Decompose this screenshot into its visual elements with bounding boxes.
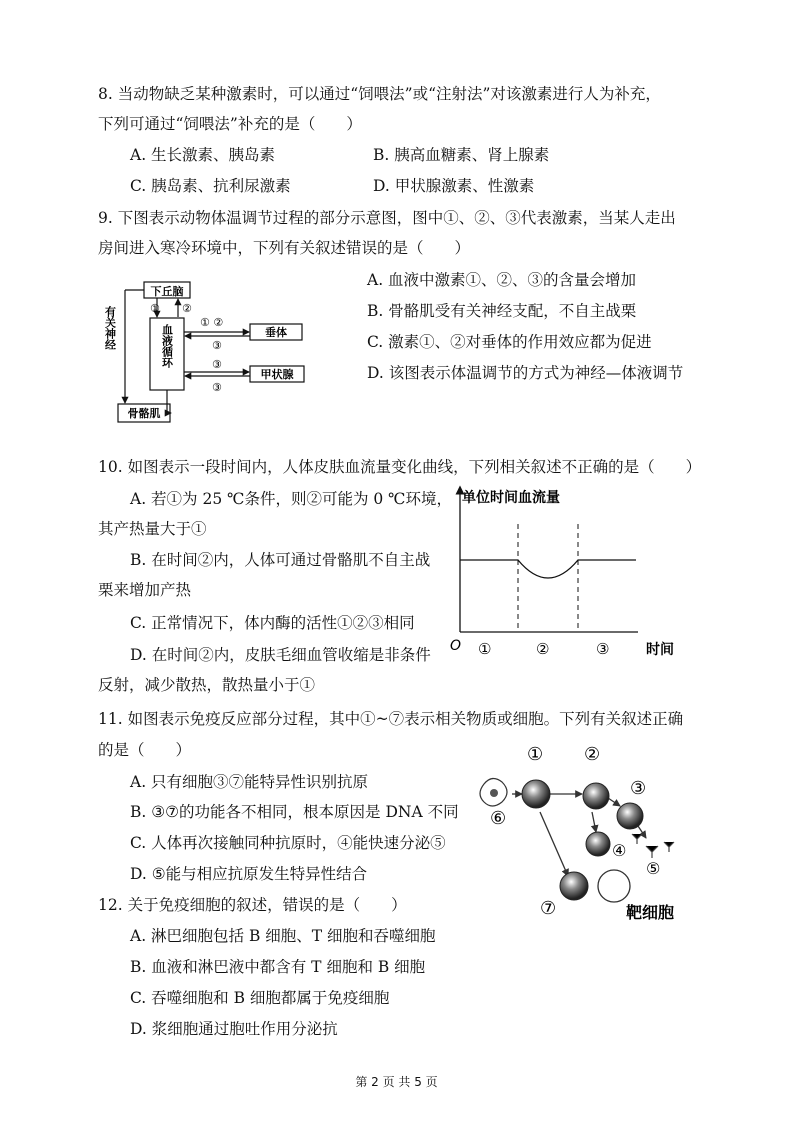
chart-xlabel: 时间	[646, 642, 674, 658]
label-hormones-1-2: ① ②	[200, 316, 224, 329]
q9-option-c: C. 激素①、②对垂体的作用效应都为促进	[367, 333, 652, 351]
chart-origin: O	[450, 638, 462, 654]
blood-flow-curve	[460, 560, 636, 578]
page-footer: 第 2 页 共 5 页	[355, 1075, 438, 1089]
target-cell-label: 靶细胞	[626, 903, 675, 922]
cell-3-label: ③	[630, 778, 647, 799]
q12-option-c: C. 吞噬细胞和 B 细胞都属于免疫细胞	[130, 989, 390, 1007]
label-hormone-3-lower: ③	[212, 381, 222, 394]
q10-stem: 10. 如图表示一段时间内，人体皮肤血流量变化曲线，下列相关叙述不正确的是（ ）	[98, 458, 702, 476]
q12-option-a: A. 淋巴细胞包括 B 细胞、T 细胞和吞噬细胞	[130, 927, 436, 945]
label-muscle: 骨骼肌	[127, 407, 161, 420]
antibody-5	[632, 834, 674, 858]
target-cell	[598, 870, 630, 902]
chart-ylabel: 单位时间血流量	[462, 490, 560, 506]
cell-4-label: ④	[612, 841, 627, 860]
label-hormone-3-mid: ③	[212, 358, 222, 371]
cell-3	[617, 803, 643, 829]
label-pituitary: 垂体	[265, 326, 287, 339]
cell-1	[522, 780, 550, 808]
q11-stem-line2: 的是（ ）	[98, 741, 192, 759]
q9-option-a: A. 血液中激素①、②、③的含量会增加	[367, 271, 637, 289]
q8-stem-line2: 下列可通过“饲喂法”补充的是（ ）	[98, 115, 362, 133]
q11-option-b: B. ③⑦的功能各不相同，根本原因是 DNA 不同	[130, 803, 459, 821]
cell-4	[586, 832, 610, 856]
cell-1-label: ①	[527, 744, 544, 765]
q9-thermoregulation-diagram	[100, 276, 310, 428]
label-nerve: 有关神经	[103, 306, 117, 350]
label-hormone-3-upper: ③	[212, 339, 222, 352]
q9-option-d: D. 该图表示体温调节的方式为神经—体液调节	[367, 364, 684, 382]
q12-option-b: B. 血液和淋巴液中都含有 T 细胞和 B 细胞	[130, 958, 426, 976]
q10-option-a-line1: A. 若①为 25 ℃条件，则②可能为 0 ℃环境，	[130, 490, 453, 508]
q11-option-a: A. 只有细胞③⑦能特异性识别抗原	[130, 773, 369, 791]
q9-option-b: B. 骨骼肌受有关神经支配，不自主战栗	[367, 302, 637, 320]
q8-stem-line1: 8. 当动物缺乏某种激素时，可以通过“饲喂法”或“注射法”对该激素进行人为补充，	[98, 85, 661, 103]
label-hormone-1-left: ①	[150, 302, 160, 315]
cell-6-label: ⑥	[490, 808, 507, 829]
q12-option-d: D. 浆细胞通过胞吐作用分泌抗	[130, 1020, 338, 1038]
chart-period-1: ①	[478, 640, 492, 658]
cell-7-label: ⑦	[540, 898, 557, 919]
label-thyroid: 甲状腺	[260, 368, 294, 381]
q11-stem-line1: 11. 如图表示免疫反应部分过程，其中①~⑦表示相关物质或细胞。下列有关叙述正确	[98, 710, 684, 728]
q8-option-d: D. 甲状腺激素、性激素	[373, 177, 535, 195]
q10-option-d-line1: D. 在时间②内，皮肤毛细血管收缩是非条件	[130, 646, 431, 664]
cell-2-label: ②	[584, 744, 601, 765]
q8-option-c: C. 胰岛素、抗利尿激素	[130, 177, 291, 195]
antibody-5-label: ⑤	[646, 859, 661, 878]
q10-option-d-line2: 反射，减少散热，散热量小于①	[98, 676, 316, 694]
label-hormone-2-top: ②	[182, 302, 192, 315]
label-hypothalamus: 下丘脑	[150, 285, 184, 298]
immune-response-diagram	[470, 738, 690, 926]
q10-option-b-line1: B. 在时间②内，人体可通过骨骼肌不自主战	[130, 551, 431, 569]
q10-option-c: C. 正常情况下，体内酶的活性①②③相同	[130, 614, 415, 632]
q11-option-d: D. ⑤能与相应抗原发生特异性结合	[130, 865, 368, 883]
label-blood-circulation: 血液循环	[160, 324, 174, 368]
blood-flow-chart	[448, 484, 688, 664]
q9-stem-line2: 房间进入寒冷环境中，下列有关叙述错误的是（ ）	[98, 239, 471, 257]
q9-stem-line1: 9. 下图表示动物体温调节过程的部分示意图，图中①、②、③代表激素，当某人走出	[98, 209, 676, 227]
chart-period-2: ②	[536, 640, 550, 658]
q10-option-b-line2: 栗来增加产热	[98, 581, 192, 599]
q8-option-b: B. 胰高血糖素、肾上腺素	[373, 146, 550, 164]
antigen-presenting-cell	[480, 778, 507, 806]
q12-stem: 12. 关于免疫细胞的叙述，错误的是（ ）	[98, 896, 407, 914]
q8-option-a: A. 生长激素、胰岛素	[130, 146, 276, 164]
chart-period-3: ③	[596, 640, 610, 658]
q11-option-c: C. 人体再次接触同种抗原时，④能快速分泌⑤	[130, 834, 446, 852]
cell-2	[583, 783, 609, 809]
cell-7	[560, 872, 588, 900]
q10-option-a-line2: 其产热量大于①	[98, 520, 207, 538]
